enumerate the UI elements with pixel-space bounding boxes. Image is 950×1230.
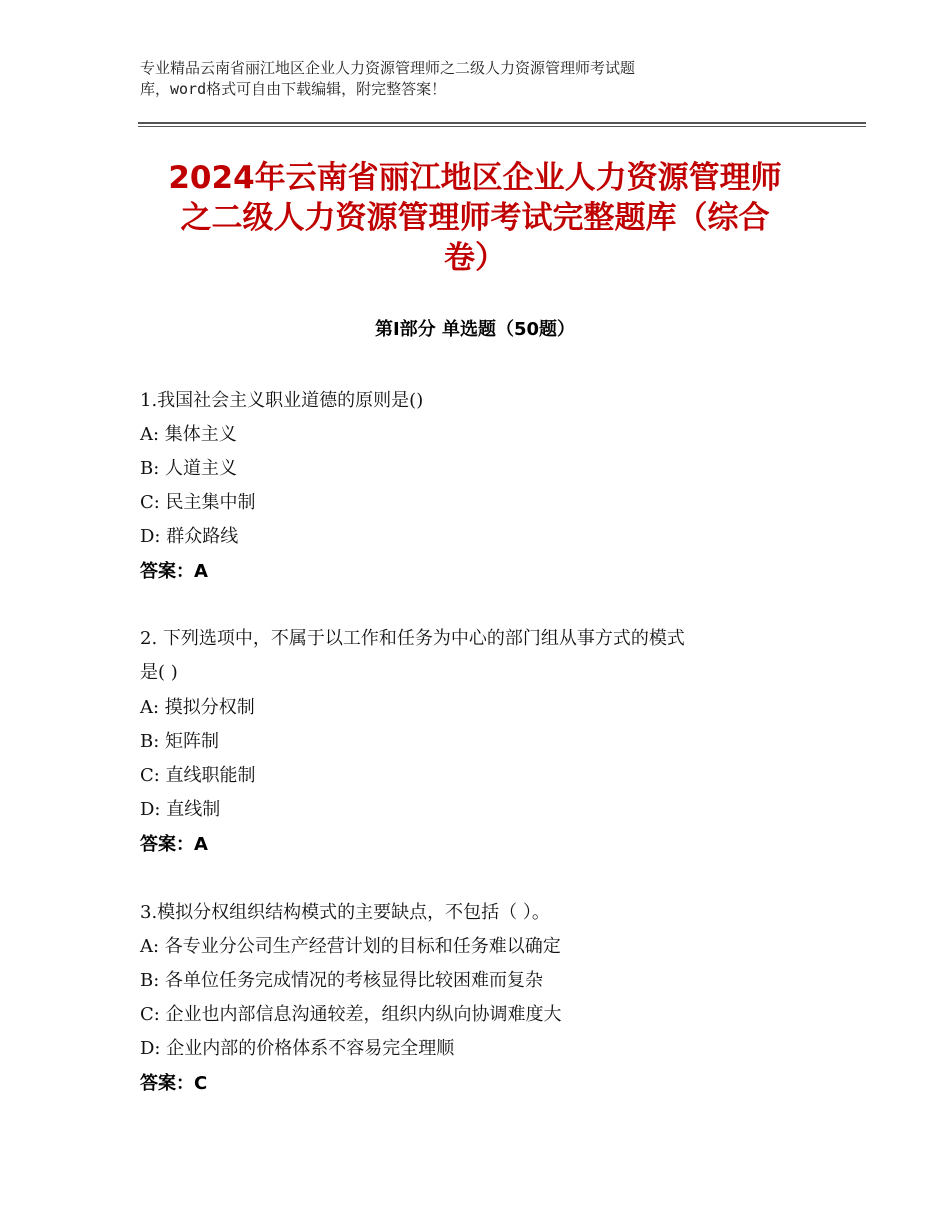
document-title	[120, 158, 830, 278]
question-1-answer: 答案：A	[140, 561, 208, 582]
question-1-stem: 1.我国社会主义职业道德的原则是()	[140, 390, 424, 411]
title-line-1: 2024年云南省丽江地区企业人力资源管理师	[168, 160, 782, 196]
question-1-option-c: C: 民主集中制	[140, 492, 256, 513]
question-3-option-a: A: 各专业分公司生产经营计划的目标和任务难以确定	[140, 936, 561, 957]
question-2-answer: 答案：A	[140, 834, 208, 855]
question-2-option-c: C: 直线职能制	[140, 765, 256, 786]
header-note-line-1: 专业精品云南省丽江地区企业人力资源管理师之二级人力资源管理师考试题	[140, 59, 636, 77]
question-3-stem: 3.模拟分权组织结构模式的主要缺点，不包括（ ）。	[140, 902, 550, 923]
title-line-2: 之二级人力资源管理师考试完整题库（综合	[180, 200, 770, 236]
question-2-stem-line-1: 2. 下列选项中，不属于以工作和任务为中心的部门组从事方式的模式	[140, 628, 685, 649]
question-1-option-b: B: 人道主义	[140, 458, 238, 479]
header-note	[140, 58, 780, 100]
question-3-option-b: B: 各单位任务完成情况的考核显得比较困难而复杂	[140, 970, 544, 991]
header-note-line-2: 库，word格式可自由下载编辑，附完整答案！	[140, 80, 447, 98]
question-2-stem-line-2: 是( )	[140, 662, 178, 683]
question-1-option-a: A: 集体主义	[140, 424, 237, 445]
header-divider-thick	[138, 122, 866, 124]
question-1-option-d: D: 群众路线	[140, 526, 239, 547]
question-3-answer: 答案：C	[140, 1073, 208, 1094]
question-2-option-d: D: 直线制	[140, 799, 221, 820]
header-divider-thin	[138, 126, 866, 127]
question-2-option-b: B: 矩阵制	[140, 731, 220, 752]
title-line-3: 卷）	[444, 240, 506, 276]
question-2-option-a: A: 摸拟分权制	[140, 697, 255, 718]
question-3-option-d: D: 企业内部的价格体系不容易完全理顺	[140, 1038, 455, 1059]
question-3-option-c: C: 企业也内部信息沟通较差，组织内纵向协调难度大	[140, 1004, 562, 1025]
section-heading: 第Ⅰ部分 单选题（50题）	[374, 319, 575, 340]
